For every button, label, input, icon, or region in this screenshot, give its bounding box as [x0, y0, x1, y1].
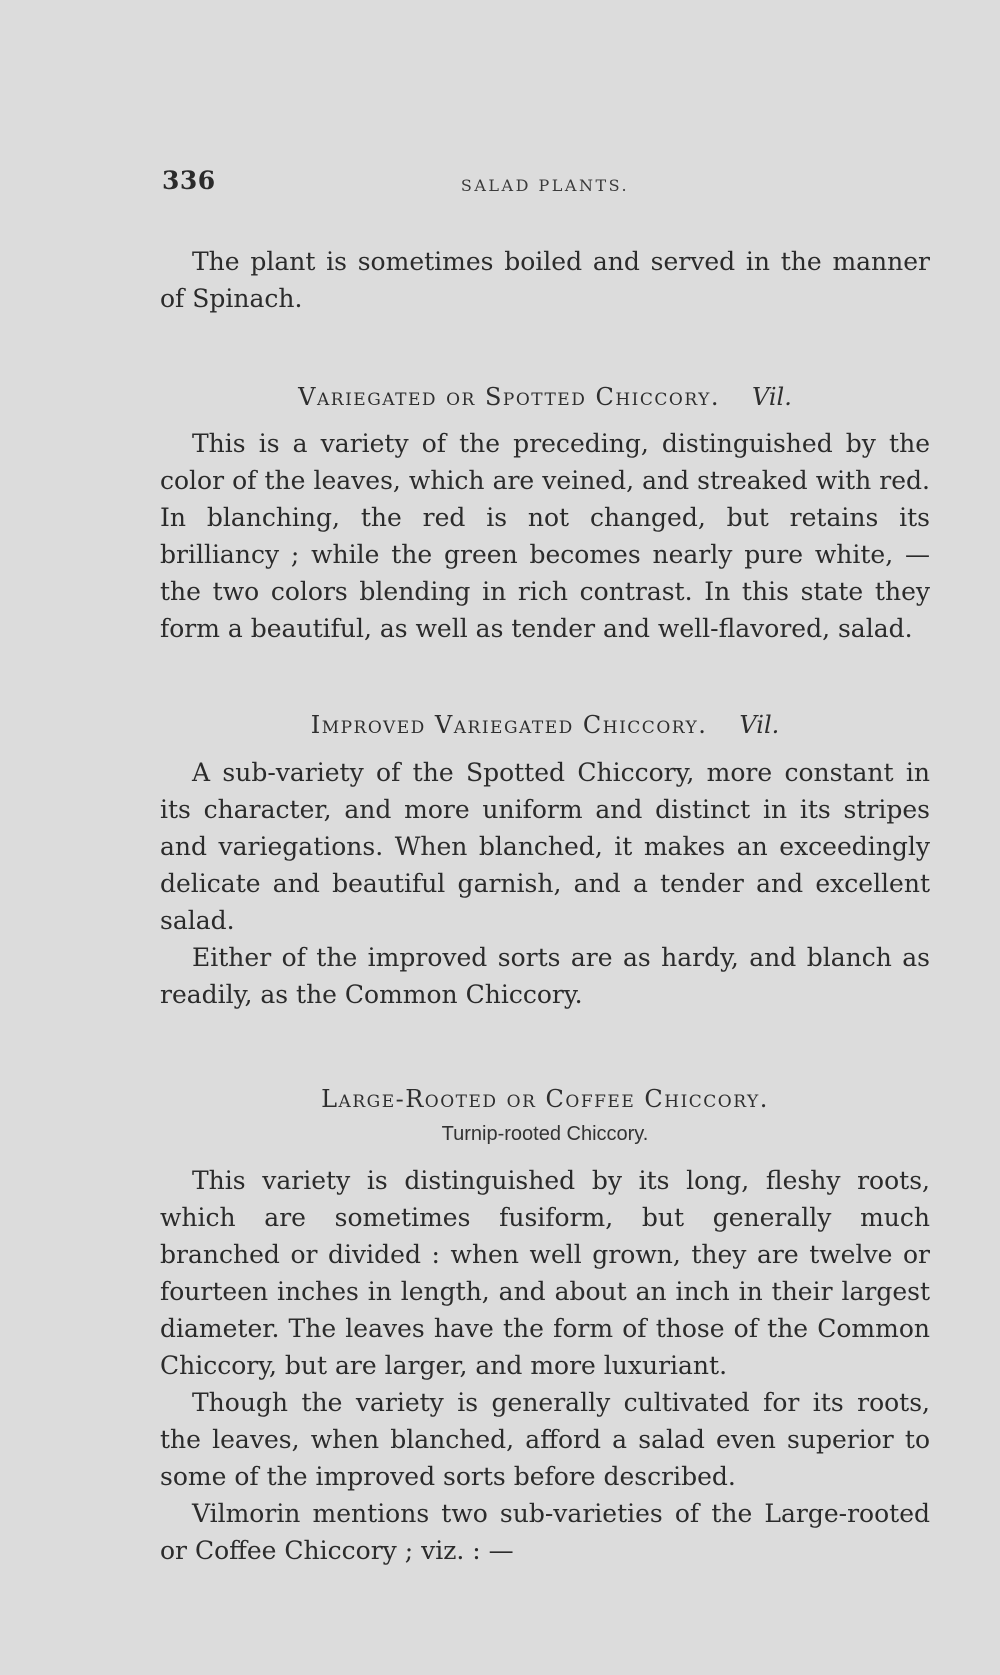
- section-paragraph: A sub-variety of the Spotted Chiccory, more constant in its character, and more uniform and distinct in its stripes and variegations. When blanched, it makes an exceedingly delicate and beautiful garnish, and a tender and excellent salad.: [160, 758, 930, 935]
- section-title: Large-Rooted or Coffee Chiccory.: [321, 1085, 769, 1113]
- book-page: [160, 160, 930, 1580]
- section-heading-large-rooted: [160, 1082, 930, 1116]
- section-title: Improved Variegated Chiccory.: [310, 711, 708, 739]
- section-abbreviation: Vil.: [751, 383, 792, 411]
- section-paragraph: Though the variety is generally cultivated for its roots, the leaves, when blanched, afford a salad even superior to some of the improved sorts before described.: [160, 1388, 930, 1491]
- section-title: Variegated or Spotted Chiccory.: [298, 383, 720, 411]
- running-title: SALAD PLANTS.: [460, 176, 630, 195]
- section-paragraph: This is a variety of the preceding, distinguished by the color of the leaves, which are veined, and streaked with red. In blanching, the red is not changed, but retains its brilliancy ; while the green becomes nearly pure white, — the two colors blending in rich contrast. In this state they form a beautiful, as well as tender and well-flavored, salad.: [160, 429, 930, 643]
- section-heading-variegated: [160, 380, 930, 414]
- section-paragraph: This variety is distinguished by its long, fleshy roots, which are sometimes fusiform, but generally much branched or divided : when well grown, they are twelve or fourteen inches in length, and about an inch in their largest diameter. The leaves have the form of those of the Common Chiccory, but are larger, and more luxuriant.: [160, 1166, 930, 1380]
- running-head: [160, 160, 930, 200]
- section-abbreviation: Vil.: [739, 711, 780, 739]
- intro-paragraph: The plant is sometimes boiled and served in the manner of Spinach.: [160, 247, 930, 313]
- section-subtitle: Turnip-rooted Chiccory.: [441, 1123, 649, 1145]
- page-number: 336: [162, 166, 216, 195]
- section-heading-improved-variegated: [160, 708, 930, 742]
- section-paragraph: Vilmorin mentions two sub-varieties of the Large-rooted or Coffee Chiccory ; viz. : —: [160, 1499, 930, 1565]
- section-paragraph: Either of the improved sorts are as hardy, and blanch as readily, as the Common Chiccory.: [160, 943, 930, 1009]
